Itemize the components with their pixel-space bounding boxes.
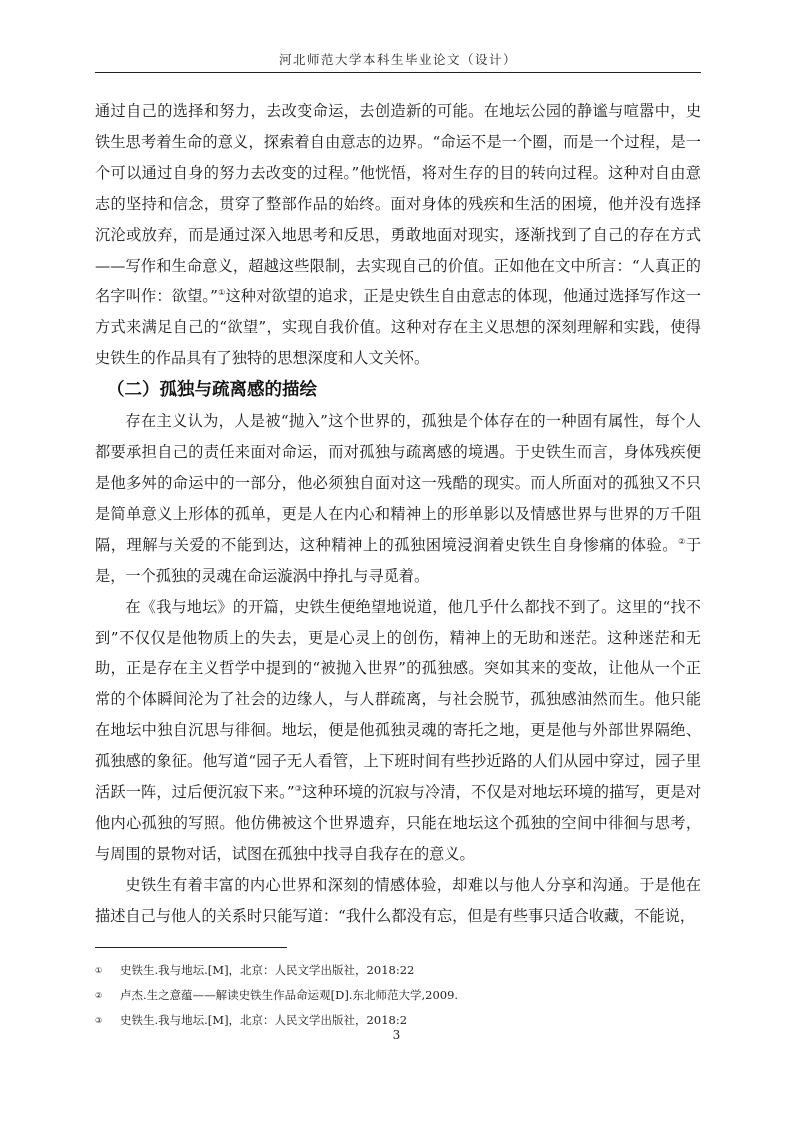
footnote-mark: ② [95, 991, 103, 1000]
body-text [95, 96, 701, 932]
paragraph [95, 870, 701, 932]
paragraph-text: 存在主义认为，人是被“抛入”这个世界的，孤独是个体存在的一种固有属性，每个人都要承担自己的责任来面对命运，而对孤独与疏离感的境遇。于史铁生而言，身体残疾便是他多舛的命运中的一部分，他必须独自面对这一残酷的现实。而人所面对的孤独又不只是简单意义上形体的孤单，更是人在内心和精神上的形单影以及情感世界与世界的万千阻隔，理解与关爱的不能到达，这种精神上的孤独困境浸润着史铁生自身惨痛的体验。 [95, 412, 701, 554]
footnote-text: 卢杰.生之意蕴——解读史铁生作品命运观[D].东北师范大学,2009. [120, 988, 459, 1002]
paragraph-text: 于是，一个孤独的灵魂在命运漩涡中挣扎与寻觅着。 [95, 535, 702, 585]
footnote-mark: ① [95, 966, 103, 975]
footnote-ref: ② [678, 536, 686, 546]
footnote-text: 史铁生.我与地坛.[M]，北京：人民文学出版社，2018:2 [120, 1013, 408, 1027]
footnote-mark: ③ [95, 1016, 103, 1025]
paragraph-text: 史铁生有着丰富的内心世界和深刻的情感体验，却难以与他人分享和沟通。于是他在描述自己与他人的关系时只能写道：“我什么都没有忘，但是有些事只适合收藏，不能说， [95, 875, 701, 925]
paragraph-text: 通过自己的选择和努力，去改变命运，去创造新的可能。在地坛公园的静谧与喧嚣中，史铁生思考着生命的意义，探索着自由意志的边界。“命运不是一个圈，而是一个过程，是一个可以通过自身的努力去改变的过程。”他恍悟，将对生存的目的转向过程。这种对自由意志的坚持和信念，贯穿了整部作品的始终。面对身体的残疾和生活的困境，他并没有选择沉沦或放弃，而是通过深入地思考和反思，勇敢地面对现实，逐渐找到了自己的存在方式——写作和生命意义，超越这些限制，去实现自己的价值。正如他在文中所言：“人真正的名字叫作：欲望。” [95, 102, 701, 306]
footnote-ref: ① [217, 288, 226, 298]
section-heading: （二）孤独与疏离感的描绘 [107, 380, 317, 401]
footnote-ref: ③ [294, 783, 303, 793]
page-header: 河北师范大学本科生毕业论文（设计） [95, 48, 701, 73]
paragraph-text: 这种对欲望的追求，正是史铁生自由意志的体现，他通过选择写作这一方式来满足自己的“欲望”，实现自我价值。这种对存在主义思想的深刻理解和实践，使得史铁生的作品具有了独特的思想深度和人文关怀。 [95, 287, 702, 368]
footnote-item [95, 958, 701, 983]
paragraph-text: 这种环境的沉寂与冷清，不仅是对地坛环境的描写，更是对他内心孤独的写照。他仿佛被这个世界遗弃，只能在地坛这个孤独的空间中徘徊与思考，与周围的景物对话，试图在孤独中找寻自我存在的意义。 [95, 783, 702, 863]
paragraph-continuation [95, 96, 701, 374]
footnote-divider [95, 947, 287, 948]
footnote-text: 史铁生.我与地坛.[M]，北京：人民文学出版社，2018:22 [120, 963, 415, 977]
footnote-item [95, 983, 701, 1008]
paragraph [95, 406, 701, 591]
footnotes [95, 958, 701, 1033]
page-number: 3 [392, 1028, 401, 1042]
paragraph [95, 592, 701, 870]
paragraph-text: 在《我与地坛》的开篇，史铁生便绝望地说道，他几乎什么都找不到了。这里的“找不到”不仅仅是他物质上的失去，更是心灵上的创伤，精神上的无助和迷茫。这种迷茫和无助，正是存在主义哲学中提到的“被抛入世界”的孤独感。突如其来的变故，让他从一个正常的个体瞬间沦为了社会的边缘人，与人群疏离，与社会脱节，孤独感油然而生。他只能在地坛中独自沉思与徘徊。地坛，便是他孤独灵魂的寄托之地，更是他与外部世界隔绝、孤独感的象征。他写道“园子无人看管，上下班时间有些抄近路的人们从园中穿过，园子里活跃一阵，过后便沉寂下来。” [95, 597, 701, 802]
